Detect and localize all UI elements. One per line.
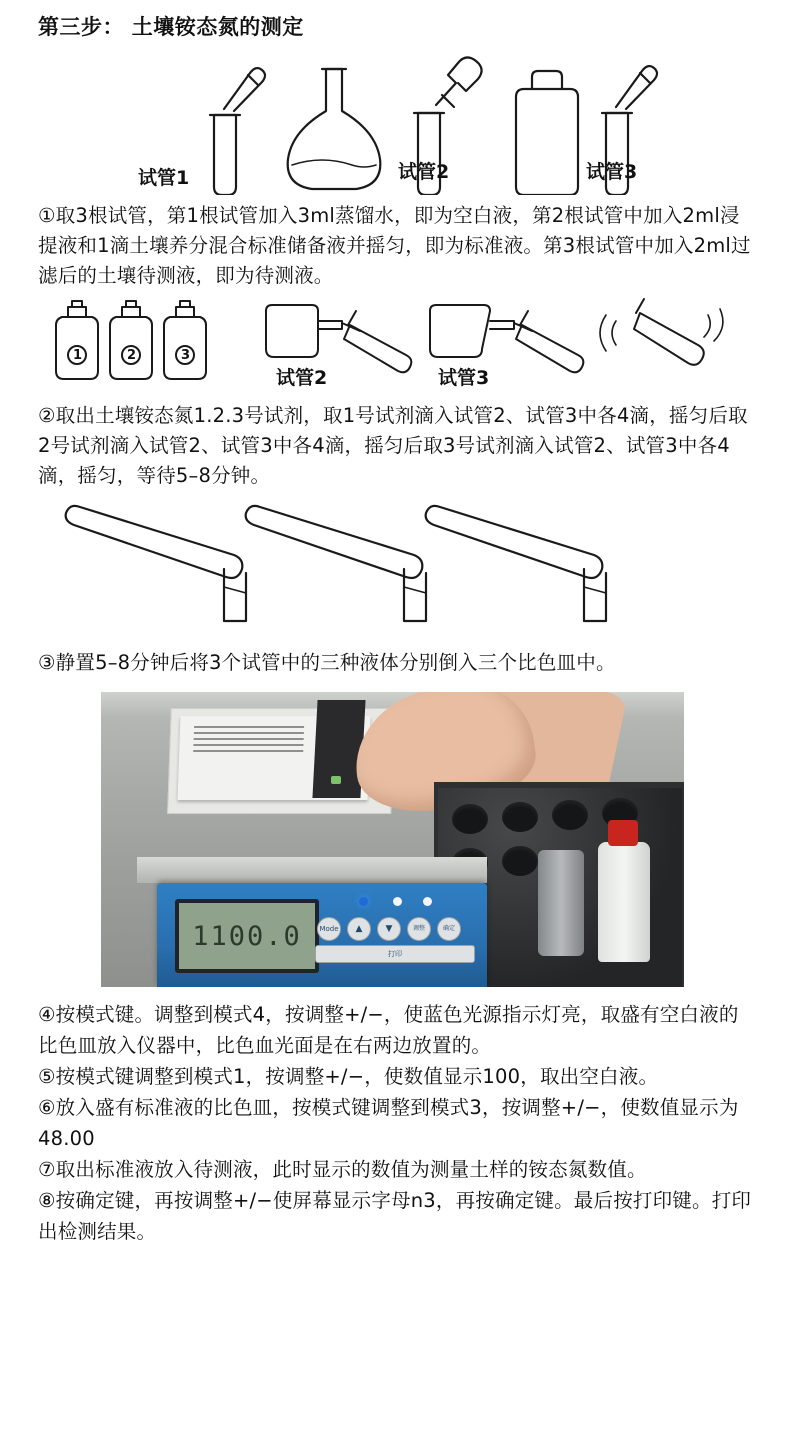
paragraph-3: ③静置5–8分钟后将3个试管中的三种液体分别倒入三个比色皿中。 — [38, 651, 616, 675]
paragraph-1: ①取3根试管，第1根试管加入3ml蒸馏水，即为空白液，第2根试管中加入2ml浸提液和1滴土壤养分混合标准储备液并摇匀，即为标准液。第3根试管中加入2ml过滤后的土壤待测液，即为待测液。 — [38, 204, 751, 288]
figure2-label-tube2: 试管2 — [276, 367, 328, 390]
key-adjust[interactable]: 调整 — [407, 917, 431, 941]
lcd-value: 1100.0 — [192, 920, 302, 952]
led-indicator-blue — [359, 897, 368, 906]
instrument-front-panel — [157, 883, 487, 987]
figure2-bottle-number-1: 1 — [73, 348, 83, 364]
paragraph-2: ②取出土壤铵态氮1.2.3号试剂，取1号试剂滴入试管2、试管3中各4滴，摇匀后取2号试剂滴入试管2、试管3中各4滴，摇匀后取3号试剂滴入试管2、试管3中各4滴，摇匀，等待5–8分钟。 — [38, 404, 748, 488]
step-8: ⑧按确定键，再按调整+/−使屏幕显示字母n3，再按确定键。最后按打印键。打印出检测结果。 — [38, 1189, 752, 1244]
step-4: ④按模式键。调整到模式4，按调整+/−，使蓝色光源指示灯亮，取盛有空白液的比色皿放入仪器中，比色血光面是在右两边放置的。 — [38, 1003, 739, 1058]
figure-reagent-bottles-and-tubes — [38, 295, 752, 395]
grey-bottle — [538, 850, 584, 956]
steps-list — [38, 999, 752, 1247]
printer-indicator-led — [331, 776, 341, 784]
key-down[interactable]: ▼ — [377, 917, 401, 941]
red-cap-bottle — [598, 842, 650, 962]
led-indicator-white-1 — [393, 897, 402, 906]
figure-test-tubes-with-droppers — [38, 45, 752, 195]
key-up[interactable]: ▲ — [347, 917, 371, 941]
figure2-bottle-number-2: 2 — [127, 348, 137, 364]
figure-3-drawing — [38, 497, 752, 642]
printout-text-lines — [192, 726, 304, 778]
paragraph-2-block — [38, 401, 752, 491]
led-indicator-white-2 — [423, 897, 432, 906]
instrument-photo — [101, 692, 684, 987]
figure2-label-tube3: 试管3 — [438, 367, 490, 390]
paragraph-3-block — [38, 648, 752, 678]
figure-three-tilted-tubes — [38, 497, 752, 642]
page-title: 第三步： 土壤铵态氮的测定 — [38, 15, 304, 39]
step-6: ⑥放入盛有标准液的比色皿，按模式键调整到模式3，按调整+/−，使数值显示为48.00 — [38, 1096, 739, 1151]
instrument-top-panel — [137, 857, 487, 883]
paragraph-1-block — [38, 201, 752, 291]
key-mode[interactable]: Mode — [317, 917, 341, 941]
photo-scene — [101, 692, 684, 987]
key-confirm[interactable]: 确定 — [437, 917, 461, 941]
lcd-display — [175, 899, 319, 973]
figure2-bottle-number-3: 3 — [181, 348, 191, 364]
step-7: ⑦取出标准液放入待测液，此时显示的数值为测量土样的铵态氮数值。 — [38, 1158, 647, 1182]
figure-2-drawing — [38, 295, 752, 395]
key-print[interactable]: 打印 — [315, 945, 475, 963]
instrument-keypad[interactable] — [315, 895, 475, 969]
figure1-label-tube3: 试管3 — [586, 161, 638, 184]
figure1-label-tube1: 试管1 — [138, 167, 190, 190]
figure1-label-tube2: 试管2 — [398, 161, 450, 184]
step-5: ⑤按模式键调整到模式1，按调整+/−，使数值显示100，取出空白液。 — [38, 1065, 659, 1089]
